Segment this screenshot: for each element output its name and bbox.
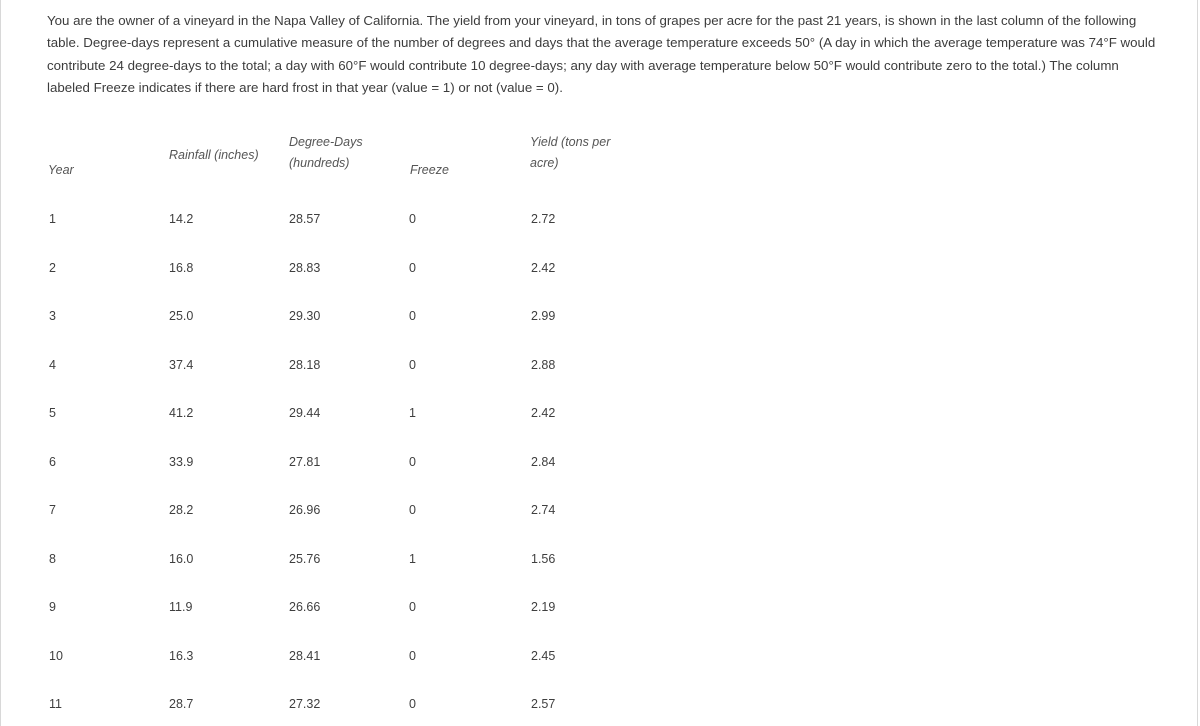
header-degree-days-line1: Degree-Days [289, 135, 363, 149]
cell-rainfall: 16.8 [169, 261, 194, 275]
header-rainfall: Rainfall (inches) [169, 148, 259, 162]
cell-freeze: 0 [409, 309, 416, 323]
cell-freeze: 0 [409, 503, 416, 517]
cell-yield: 2.84 [531, 455, 556, 469]
cell-degree-days: 27.32 [289, 697, 321, 711]
problem-statement: You are the owner of a vineyard in the Napa Valley of California. The yield from your vineyard, in tons of grapes per acre for the past 21 years, is shown in the last column of the following table. Degree-days represent a cumulative measure of the number of degrees and days that the average temperature exceeds 50° (A day in which the average temperature was 74°F would contribute 24 degree-days to the total; a day with 60°F would contribute 10 degree-days; any day with average temperature below 50°F would contribute zero to the total.) The column labeled Freeze indicates if there are hard frost in that year (value = 1) or not (value = 0). [47, 13, 1156, 96]
cell-yield: 1.56 [531, 552, 556, 566]
cell-rainfall: 28.7 [169, 697, 194, 711]
cell-freeze: 0 [409, 358, 416, 372]
cell-rainfall: 28.2 [169, 503, 194, 517]
cell-freeze: 0 [409, 649, 416, 663]
header-freeze: Freeze [410, 163, 449, 177]
cell-rainfall: 16.3 [169, 649, 194, 663]
cell-year: 8 [49, 552, 56, 566]
header-yield-line1: Yield (tons per [530, 135, 611, 149]
cell-year: 4 [49, 358, 56, 372]
header-degree-days-line2: (hundreds) [289, 156, 350, 170]
cell-rainfall: 25.0 [169, 309, 194, 323]
cell-yield: 2.99 [531, 309, 556, 323]
cell-degree-days: 26.66 [289, 600, 321, 614]
cell-freeze: 1 [409, 552, 416, 566]
cell-yield: 2.88 [531, 358, 556, 372]
cell-year: 5 [49, 406, 56, 420]
cell-yield: 2.72 [531, 212, 556, 226]
cell-rainfall: 41.2 [169, 406, 194, 420]
cell-freeze: 0 [409, 455, 416, 469]
cell-rainfall: 16.0 [169, 552, 194, 566]
cell-year: 7 [49, 503, 56, 517]
cell-yield: 2.45 [531, 649, 556, 663]
cell-degree-days: 29.44 [289, 406, 321, 420]
cell-degree-days: 26.96 [289, 503, 321, 517]
cell-year: 2 [49, 261, 56, 275]
cell-degree-days: 29.30 [289, 309, 321, 323]
cell-yield: 2.42 [531, 261, 556, 275]
header-yield-line2: acre) [530, 156, 559, 170]
cell-rainfall: 14.2 [169, 212, 194, 226]
cell-yield: 2.42 [531, 406, 556, 420]
cell-year: 11 [49, 697, 62, 711]
cell-yield: 2.74 [531, 503, 556, 517]
cell-freeze: 0 [409, 600, 416, 614]
cell-degree-days: 25.76 [289, 552, 321, 566]
header-year: Year [48, 163, 74, 177]
cell-degree-days: 28.83 [289, 261, 321, 275]
cell-degree-days: 28.41 [289, 649, 321, 663]
cell-rainfall: 11.9 [169, 600, 193, 614]
cell-year: 6 [49, 455, 56, 469]
cell-degree-days: 28.57 [289, 212, 321, 226]
cell-year: 3 [49, 309, 56, 323]
cell-degree-days: 27.81 [289, 455, 321, 469]
cell-yield: 2.57 [531, 697, 556, 711]
cell-year: 1 [49, 212, 56, 226]
cell-freeze: 0 [409, 261, 416, 275]
cell-freeze: 0 [409, 212, 416, 226]
cell-year: 10 [49, 649, 63, 663]
cell-rainfall: 33.9 [169, 455, 194, 469]
cell-freeze: 0 [409, 697, 416, 711]
cell-year: 9 [49, 600, 56, 614]
cell-degree-days: 28.18 [289, 358, 321, 372]
cell-freeze: 1 [409, 406, 416, 420]
cell-yield: 2.19 [531, 600, 556, 614]
cell-rainfall: 37.4 [169, 358, 194, 372]
